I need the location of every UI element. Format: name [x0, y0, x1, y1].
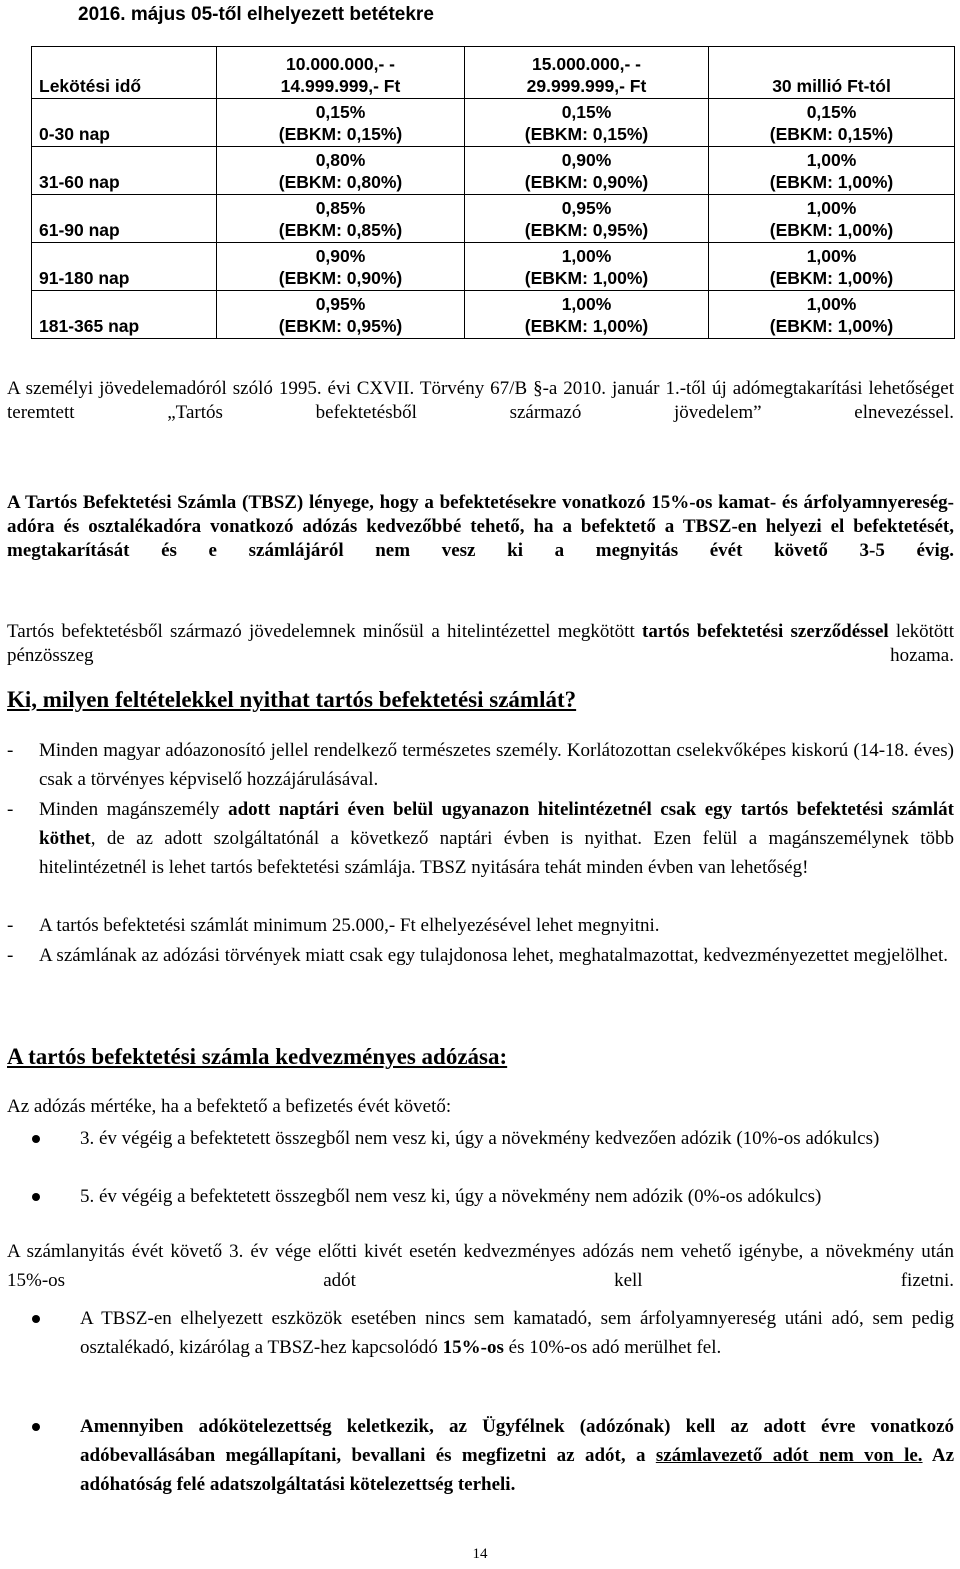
rate-cell — [465, 147, 709, 195]
rate-cell — [217, 195, 465, 243]
table-cell-line: 0,95% — [561, 198, 612, 218]
assets-bullet-item — [32, 1304, 954, 1362]
obligation-bullet-item — [32, 1412, 954, 1499]
page-number: 14 — [472, 1546, 488, 1562]
rate-cell — [709, 291, 955, 339]
bullet-dot — [32, 1423, 40, 1431]
table-cell-line: (EBKM: 1,00%) — [769, 220, 894, 240]
table-cell-line: 0,85% — [315, 198, 366, 218]
rate-cell — [709, 243, 955, 291]
tax-bullet-item — [32, 1182, 954, 1211]
condition-item — [7, 941, 954, 970]
table-cell-line: 1,00% — [806, 150, 857, 170]
table-cell-line: (EBKM: 1,00%) — [524, 316, 649, 336]
table-row — [32, 243, 955, 291]
column-header-amount — [217, 47, 465, 99]
rate-cell — [465, 99, 709, 147]
income-def-text: Tartós befektetésből származó jövedelemnek minősül a hitelintézettel megkötött — [7, 621, 643, 642]
withdrawal-note: A számlanyitás évét követő 3. év vége előtti kivét esetén kedvezményes adózás nem vehető igénybe, a növekmény után 15%-os adót kell fizetni. — [7, 1241, 954, 1291]
table-cell-line: 1,00% — [806, 294, 857, 314]
dash-marker: - — [7, 945, 14, 966]
table-cell-line: (EBKM: 1,00%) — [769, 316, 894, 336]
table-cell-line: (EBKM: 0,15%) — [278, 124, 403, 144]
table-cell-line: 0,90% — [561, 150, 612, 170]
table-cell-line: (EBKM: 0,80%) — [278, 172, 403, 192]
condition-text: A számlának az adózási törvények miatt csak egy tulajdonosa lehet, meghatalmazottat, kedvezményezettet megjelölhet. — [39, 945, 949, 966]
period-cell — [32, 147, 217, 195]
dash-marker: - — [7, 740, 14, 761]
rate-cell — [465, 195, 709, 243]
table-cell-line: (EBKM: 1,00%) — [769, 268, 894, 288]
condition-bold-text: adott naptári éven belül ugyanazon hitelintézetnél csak egy tartós befektetési számlát köthet — [39, 799, 954, 849]
assets-bullet-text: A TBSZ-en elhelyezett eszközök esetében nincs sem kamatadó, sem árfolyamnyereség utáni adó, sem pedig osztalékadó, kizárólag a TBSZ-hez kapcsolódó 15%-os és 10%-os adó merülhet fel. — [80, 1308, 954, 1358]
table-cell-line: (EBKM: 0,90%) — [524, 172, 649, 192]
table-cell-line: Lekötési idő — [39, 76, 142, 96]
rate-cell — [217, 147, 465, 195]
table-cell-line: 30 millió Ft-tól — [772, 76, 891, 96]
table-row — [32, 291, 955, 339]
tax-bullet-text: 5. év végéig a befektetett összegből nem vesz ki, úgy a növekmény nem adózik (0%-os adókulcs) — [80, 1186, 822, 1207]
dash-marker: - — [7, 915, 14, 936]
rate-cell — [217, 99, 465, 147]
period-cell — [32, 243, 217, 291]
table-cell-line: 61-90 nap — [39, 220, 120, 240]
condition-text: Minden magánszemély adott naptári éven belül ugyanazon hitelintézetnél csak egy tartós befektetési számlát köthet, de az adott szolgáltatónál a következő naptári évben is nyithat. Ezen felül a magánszemélynek több hitelintézetnél is lehet tartós befektetési számlája. TBSZ nyitására tehát minden évben van lehetőség! — [39, 799, 954, 878]
condition-text: A tartós befektetési számlát minimum 25.000,- Ft elhelyezésével lehet megnyitni. — [39, 915, 660, 936]
period-cell — [32, 99, 217, 147]
bullet-dot — [32, 1135, 40, 1143]
column-header-amount — [465, 47, 709, 99]
dash-marker: - — [7, 799, 14, 820]
rate-cell — [217, 291, 465, 339]
table-cell-line: 0,15% — [561, 102, 612, 122]
table-cell-line: (EBKM: 0,90%) — [278, 268, 403, 288]
tbsz-essence-paragraph: A Tartós Befektetési Számla (TBSZ) lényege, hogy a befektetésekre vonatkozó 15%-os kamat- és árfolyamnyereség-adóra és osztalékadóra vonatkozó adózás kedvezőbbé tehető, ha a befektető a TBSZ-en helyezi el befektetését, megtakarítását és e számlájáról nem vesz ki a megnyitás évét követő 3-5 évig. — [7, 492, 954, 561]
condition-text: Minden magyar adóazonosító jellel rendelkező természetes személy. Korlátozottan cselekvőképes kiskorú (14-18. éves) csak a törvényes képviselő hozzájárulásával. — [39, 740, 954, 790]
rate-cell — [709, 195, 955, 243]
table-cell-line: 1,00% — [561, 246, 612, 266]
table-cell-line: 0,15% — [315, 102, 366, 122]
table-row — [32, 147, 955, 195]
rate-cell — [465, 291, 709, 339]
table-cell-line: 0-30 nap — [39, 124, 110, 144]
condition-item — [7, 795, 954, 882]
rate-cell — [465, 243, 709, 291]
table-row — [32, 195, 955, 243]
table-cell-line: (EBKM: 1,00%) — [769, 172, 894, 192]
income-def-text-end: lekötött pénzösszeg hozama. — [7, 621, 954, 666]
table-cell-line: 14.999.999,- Ft — [280, 76, 401, 96]
period-cell — [32, 291, 217, 339]
bullet-dot — [32, 1193, 40, 1201]
table-cell-line: 1,00% — [806, 246, 857, 266]
condition-item — [7, 736, 954, 794]
table-header-row — [32, 47, 955, 99]
section-title-tax-benefit: A tartós befektetési számla kedvezményes adózása: — [7, 1044, 508, 1069]
table-cell-line: 0,80% — [315, 150, 366, 170]
table-cell-line: 29.999.999,- Ft — [526, 76, 647, 96]
rate-cell — [217, 243, 465, 291]
table-cell-line: (EBKM: 0,15%) — [769, 124, 894, 144]
section-title-who-can-open: Ki, milyen feltételekkel nyithat tartós befektetési számlát? — [7, 687, 577, 712]
tax-bullet-text: 3. év végéig a befektetett összegből nem vesz ki, úgy a növekmény kedvezően adózik (10%-os adókulcs) — [80, 1128, 880, 1149]
income-definition-paragraph — [7, 620, 954, 692]
table-cell-line: (EBKM: 0,95%) — [524, 220, 649, 240]
period-cell — [32, 195, 217, 243]
table-cell-line: (EBKM: 0,15%) — [524, 124, 649, 144]
bullet-dot — [32, 1315, 40, 1323]
table-cell-line: (EBKM: 0,95%) — [278, 316, 403, 336]
obligation-underlined-text: számlavezető adót nem von le. — [655, 1445, 923, 1466]
intro-paragraph: A személyi jövedelemadóról szóló 1995. évi CXVII. Törvény 67/B §-a 2010. január 1.-től új adómegtakarítási lehetőséget teremtett „Tartós befektetésből származó jövedelem” elnevezéssel. — [7, 378, 954, 423]
table-cell-line: 31-60 nap — [39, 172, 120, 192]
table-cell-line: 0,90% — [315, 246, 366, 266]
page-heading: 2016. május 05-től elhelyezett betétekre — [78, 4, 434, 25]
condition-item — [7, 911, 954, 940]
table-cell-line: 15.000.000,- - — [532, 54, 641, 74]
table-cell-line: 0,15% — [806, 102, 857, 122]
column-header-period — [32, 47, 217, 99]
income-def-bold: tartós befektetési szerződéssel — [642, 621, 889, 642]
table-cell-line: 10.000.000,- - — [286, 54, 395, 74]
table-cell-line: 1,00% — [806, 198, 857, 218]
obligation-text: Amennyiben adókötelezettség keletkezik, az Ügyfélnek (adózónak) kell az adott évre vonatkozó adóbevallásában megállapítani, bevallani és megfizetni az adót, a számlavezető adót nem von le. Az adóhatóság felé adatszolgáltatási kötelezettség terheli. — [80, 1416, 955, 1495]
table-cell-line: (EBKM: 1,00%) — [524, 268, 649, 288]
tax-bullet-item — [32, 1124, 954, 1153]
deposit-rate-table — [31, 46, 955, 339]
assets-bold-rate: 15%-os — [442, 1337, 504, 1358]
table-cell-line: 181-365 nap — [39, 316, 140, 336]
table-cell-line: 0,95% — [315, 294, 366, 314]
table-row — [32, 99, 955, 147]
rate-cell — [709, 99, 955, 147]
table-cell-line: 91-180 nap — [39, 268, 130, 288]
table-cell-line: (EBKM: 0,85%) — [278, 220, 403, 240]
tax-rate-intro: Az adózás mértéke, ha a befektető a befizetés évét követő: — [7, 1096, 452, 1117]
column-header-amount — [709, 47, 955, 99]
rate-cell — [709, 147, 955, 195]
table-cell-line: 1,00% — [561, 294, 612, 314]
